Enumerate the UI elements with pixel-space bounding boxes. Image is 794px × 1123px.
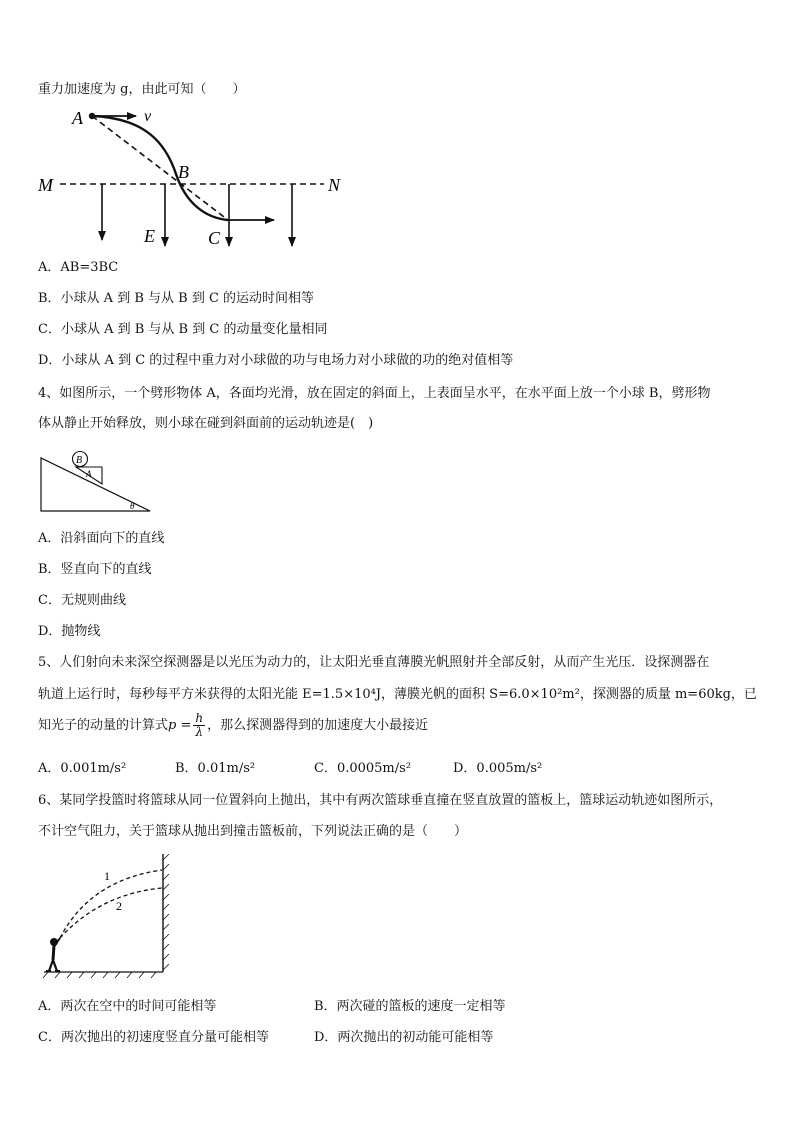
q5-option-a: A．0.001m/s² — [38, 761, 127, 776]
q5-stem-line3-post: ，那么探测器得到的加速度大小最接近 — [207, 718, 429, 733]
label-trajectory-2: 2 — [116, 899, 122, 913]
q4-option-b: B．竖直向下的直线 — [38, 562, 152, 577]
trajectory-2 — [60, 888, 162, 938]
formula-fraction — [193, 712, 205, 739]
q6-option-c: C．两次抛出的初速度竖直分量可能相等 — [38, 1030, 269, 1045]
q5-option-d: D．0.005m/s² — [453, 761, 543, 776]
trajectory-1 — [60, 870, 162, 938]
q3-figure — [36, 104, 356, 250]
q5-stem-line2: 轨道上运行时，每秒每平方米获得的太阳光能 E=1.5×10⁴J，薄膜光帆的面积 S=6.0×10²m²，探测器的质量 m=60kg，已 — [38, 687, 757, 702]
q5-stem-line1: 5、人们射向未来深空探测器是以光压为动力的，让太阳光垂直薄膜光帆照射并全部反射，从而产生光压．设探测器在 — [38, 655, 710, 670]
q5-stem-line3 — [38, 712, 428, 739]
q6-figure — [40, 850, 176, 980]
label-b: B — [178, 162, 189, 182]
q5-option-b: B．0.01m/s² — [175, 761, 256, 776]
q4-option-c: C．无规则曲线 — [38, 593, 126, 608]
dashed-chord — [92, 116, 228, 220]
q4-stem-line1: 4、如图所示，一个劈形物体 A，各面均光滑，放在固定的斜面上，上表面呈水平，在水平面上放一个小球 B，劈形物 — [38, 386, 711, 401]
label-m: M — [38, 175, 53, 195]
q4-option-a: A．沿斜面向下的直线 — [38, 531, 165, 546]
label-wedge-a: A — [86, 469, 92, 479]
q3-stem: 重力加速度为 g，由此可知（ ） — [38, 82, 246, 97]
label-v: v — [144, 108, 152, 125]
q4-figure — [38, 448, 156, 514]
q4-stem-line2: 体从静止开始释放，则小球在碰到斜面前的运动轨迹是( ) — [38, 416, 374, 431]
label-trajectory-1: 1 — [104, 869, 110, 883]
label-theta: θ — [130, 501, 135, 511]
q6-stem-line1: 6、某同学投篮时将篮球从同一位置斜向上抛出，其中有两次篮球垂直撞在竖直放置的篮板上，篮球运动轨迹如图所示， — [38, 793, 723, 808]
formula-denominator: λ — [195, 725, 204, 739]
label-c: C — [208, 228, 221, 248]
q6-option-b: B．两次碰的篮板的速度一定相等 — [314, 999, 506, 1014]
q4-option-d: D．抛物线 — [38, 624, 101, 639]
formula-numerator: h — [195, 711, 204, 725]
q5-option-c: C．0.0005m/s² — [314, 761, 412, 776]
q3-option-d: D．小球从 A 到 C 的过程中重力对小球做的功与电场力对小球做的功的绝对值相等 — [38, 353, 514, 368]
q5-stem-line3-pre: 知光子的动量的计算式 — [38, 718, 169, 733]
formula-lhs: p = — [168, 718, 192, 733]
player-figure — [46, 938, 60, 971]
label-ball-b: B — [76, 455, 83, 466]
q6-option-d: D．两次抛出的初动能可能相等 — [314, 1030, 494, 1045]
q3-option-b: B．小球从 A 到 B 与从 B 到 C 的运动时间相等 — [38, 291, 315, 306]
q6-option-a: A．两次在空中的时间可能相等 — [38, 999, 217, 1014]
q6-stem-line2: 不计空气阻力，关于篮球从抛出到撞击篮板前，下列说法正确的是（ ） — [38, 824, 468, 839]
label-n: N — [328, 175, 341, 195]
label-a: A — [72, 108, 83, 128]
q3-option-a: A．AB=3BC — [38, 260, 119, 275]
label-e: E — [144, 226, 155, 246]
q3-option-c: C．小球从 A 到 B 与从 B 到 C 的动量变化量相同 — [38, 322, 328, 337]
